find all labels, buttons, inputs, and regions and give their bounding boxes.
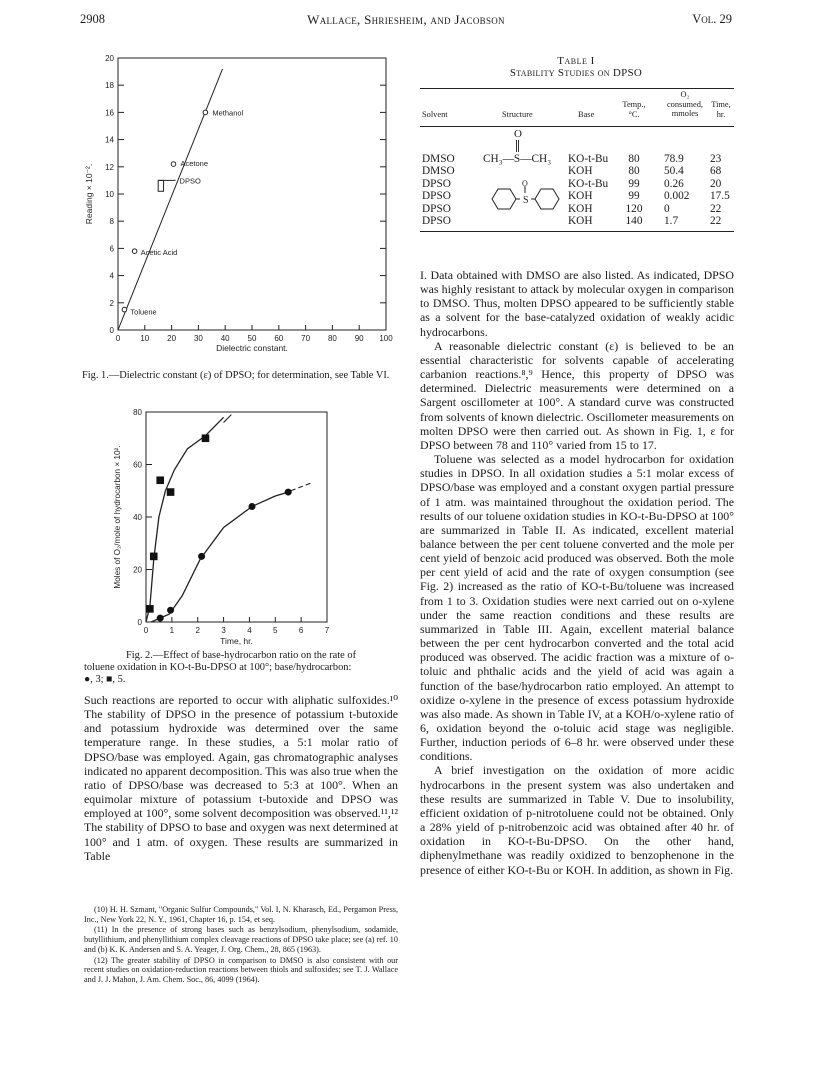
x-tick-label: 0 <box>115 334 121 343</box>
table-1-header: Solvent Structure Base Temp., °C. O₂ consumed, mmoles Time, hr. <box>422 90 731 119</box>
x-tick-label: 1 <box>169 626 175 635</box>
calibration-line <box>118 69 223 330</box>
y-tick-label: 2 <box>109 298 114 308</box>
figure-1 <box>80 50 400 365</box>
x-tick-label: 90 <box>354 334 364 343</box>
table-row <box>420 178 734 190</box>
x-tick-label: 3 <box>221 626 226 635</box>
y-tick-label: 40 <box>133 513 142 522</box>
table-cell-o2: 0.002 <box>664 190 690 203</box>
data-point-ratio-5 <box>167 488 175 496</box>
table-cell-o2: 1.7 <box>664 215 679 227</box>
table-row <box>420 215 734 227</box>
y-axis-label: Moles of O₂/mole of hydrocarbon × 10². <box>113 445 122 589</box>
x-tick-label: 7 <box>324 626 330 635</box>
y-axis-label: Reading × 10⁻². <box>84 163 94 225</box>
y-tick-label: 80 <box>133 408 142 417</box>
table-row <box>420 153 734 165</box>
figure-2 <box>84 400 384 653</box>
table-cell-base: KO-t-Bu <box>568 177 609 190</box>
point-label: Acetic Acid <box>140 248 178 258</box>
table-bottom-rule <box>420 231 734 232</box>
footnote-10: (10) H. H. Szmant, "Organic Sulfur Compounds," Vol. I, N. Kharasch, Ed., Pergamon Press, Inc., New York 22, N. Y., 1961, Chapter 16, p. 154, et seq. <box>84 905 398 924</box>
table-cell-base: KOH <box>568 202 593 215</box>
paragraph: Toluene was selected as a model hydrocarbon for oxidation studies in DPSO. In all oxidation studies a 5:1 molar excess of DPSO/base was employed and a constant oxygen partial pressure of 1 atm. was maintained throughout the oxidation period. The results of our toluene oxidation studies in KO-t-Bu-DPSO at 100° are summarized in Table II. As indicated, excellent material balance between the per cent toluene converted and the mole per cent yield of benzoic acid produced was observed. Both the mole per cent yield of acid and the rate of oxygen consumption (see Fig. 2) increased as the ratio of KO-t-Bu/toluene was increased from 1 to 3. Oxidation studies were next carried out on o-xylene under the same reaction conditions and these results are summarized in Table III. Again, excellent material balance between the per cent hydrocarbon converted and the total acid produced was observed. The acidic fraction was a mixture of o-toluic and phthalic acids and the yield of acid was again a function of the base/hydrocarbon ratio employed. An attempt to oxidize o-xylene in the presence of excess potassium hydroxide was also made. As shown in Table IV, at a KOH/o-xylene ratio of 6, oxidation beyond the o-toluic acid stage was negligible. Further, induction periods of 6–8 hr. were observed under these conditions. <box>420 452 734 764</box>
footnote-11: (11) In the presence of strong bases such as benzylsodium, phenylsodium, sodamide, butyllithium, and phenyllithium complex cleavage reactions of DPSO take place; see (a) ref. 10 and (b) K. K. Andersen and S. A. Yeager, J. Org. Chem., 28, 865 (1963). <box>84 925 398 954</box>
table-cell-o2: 0.26 <box>664 177 684 190</box>
table-cell-time: 22 <box>710 215 722 227</box>
y-tick-label: 10 <box>105 190 114 199</box>
plot-frame <box>146 412 327 622</box>
point-label: Acetone <box>180 159 209 169</box>
x-tick-label: 6 <box>298 626 304 635</box>
series-line-3-extension <box>291 483 312 491</box>
y-tick-label: 4 <box>109 271 114 281</box>
x-tick-label: 60 <box>274 334 284 343</box>
y-tick-label: 14 <box>105 135 114 145</box>
x-tick-label: 80 <box>327 334 337 343</box>
x-tick-label: 100 <box>379 334 393 343</box>
y-tick-label: 20 <box>133 565 142 575</box>
svg-text:O: O <box>522 180 528 188</box>
data-point <box>203 110 208 115</box>
table-1-title: Table I Stability Studies on DPSO <box>509 55 643 79</box>
x-tick-label: 40 <box>220 334 230 343</box>
dpso-label: DPSO <box>179 176 201 186</box>
table-header-rule <box>420 126 734 127</box>
data-point-ratio-3 <box>249 503 256 510</box>
table-cell-solvent: DPSO <box>422 202 451 215</box>
table-cell-solvent: DMSO <box>422 165 455 178</box>
data-point-ratio-5 <box>146 605 154 613</box>
y-tick-label: 60 <box>133 460 142 470</box>
table-cell-temp: 99 <box>628 177 640 190</box>
data-point <box>132 249 137 254</box>
x-tick-label: 10 <box>140 334 150 343</box>
table-cell-o2: 78.9 <box>664 153 684 165</box>
data-point-ratio-5 <box>150 553 158 561</box>
data-point <box>122 307 127 312</box>
table-cell-base: KO-t-Bu <box>568 153 609 165</box>
table-top-rule <box>420 88 734 89</box>
paragraph: A reasonable dielectric constant (ε) is believed to be an essential characteristic for solvents capable of accelerating carbanion reactions.⁸,⁹ Hence, this property of DPSO was determined. Dielectric measurements were determined on a Sargent oscillometer at 100°. A standard curve was constructed from solvents of known dielectric. Oscillometer measurements on molten DPSO were then carried out. As shown in Fig. 1, ε for DPSO between 78 and 110° varied from 15 to 17. <box>420 338 734 452</box>
y-tick-label: 0 <box>109 326 114 335</box>
dpso-range-marker <box>158 180 163 191</box>
x-tick-label: 2 <box>195 626 200 635</box>
y-tick-label: 16 <box>105 108 114 118</box>
y-tick-label: 6 <box>109 244 114 254</box>
y-tick-label: 20 <box>105 54 114 63</box>
table-cell-base: KOH <box>568 215 593 227</box>
table-cell-base: KOH <box>568 190 593 203</box>
paragraph: Such reactions are reported to occur with aliphatic sulfoxides.¹⁰ The stability of DPSO in the presence of potassium t-butoxide and potassium hydroxide was determined over the same temperature range. In these studies, a 5:1 molar ratio of DPSO/base was employed. Again, gas chromatographic analyses indicated no apparent decomposition. This was also true when the ratio of DPSO/base was decreased to 5:3 at 100°. When an equimolar mixture of potassium t-butoxide and DPSO was employed at 100°, some solvent decomposition was observed.¹¹,¹² The stability of DPSO to base and oxygen was next determined at 100° and 1 atm. of oxygen. These results are summarized in Table <box>84 693 398 863</box>
data-point-ratio-3 <box>285 489 292 496</box>
table-cell-o2: 50.4 <box>664 165 684 178</box>
table-cell-temp: 140 <box>625 215 643 227</box>
paragraph: I. Data obtained with DMSO are also listed. As indicated, DPSO was highly resistant to attack by molecular oxygen in comparison to DMSO. Thus, molten DPSO appeared to be sufficiently stable as a solvent for the base-catalyzed oxidation of weakly acidic hydrocarbons. <box>420 268 734 339</box>
table-cell-base: KOH <box>568 165 593 178</box>
table-row <box>420 190 734 202</box>
figure-2-caption: Fig. 2.—Effect of base-hydrocarbon ratio on the rate of toluene oxidation in KO-t-Bu-DPSO at 100°; base/hydrocarbon: ●, 3; ■, 5. <box>84 650 357 685</box>
table-cell-time: 23 <box>710 153 722 165</box>
data-point <box>171 162 176 167</box>
table-cell-temp: 80 <box>628 153 640 165</box>
right-column-text <box>420 268 734 877</box>
y-tick-label: 0 <box>137 618 142 627</box>
x-tick-label: 70 <box>301 334 311 343</box>
x-axis-label: Dielectric constant. <box>216 343 288 353</box>
x-tick-label: 0 <box>143 626 149 635</box>
volume-label: Vol. 29 <box>692 12 732 26</box>
data-point-ratio-5 <box>202 434 210 442</box>
table-cell-solvent: DMSO <box>422 153 455 165</box>
x-tick-label: 5 <box>273 626 278 635</box>
table-cell-solvent: DPSO <box>422 215 451 227</box>
figure-2-chart <box>84 400 384 648</box>
table-cell-temp: 120 <box>625 202 643 215</box>
table-cell-o2: 0 <box>664 202 670 215</box>
left-column-text <box>84 693 398 863</box>
footnote-12: (12) The greater stability of DPSO in comparison to DMSO is also consistent with our recent studies on oxidation-reduction reactions between thiols and sulfoxides; see T. J. Wallace and J. J. Mahon, J. Am. Chem. Soc., 86, 4099 (1964). <box>84 955 398 984</box>
x-tick-label: 4 <box>247 626 252 635</box>
paragraph: A brief investigation on the oxidation of more acidic hydrocarbons in the present system was also undertaken and these results are summarized in Table V. Due to insolubility, efficient oxidation of p-nitrotoluene could not be obtained. Only a 28% yield of p-nitrobenzoic acid was obtained after 40 hr. of oxidation in KO-t-Bu-DPSO. On the other hand, diphenylmethane was readily oxidized to benzophenone in the presence of either KO-t-Bu or KOH. In addition, as shown in Fig. <box>420 763 734 877</box>
series-line-5-extension <box>224 415 232 423</box>
table-row <box>420 203 734 215</box>
table-cell-temp: 99 <box>628 190 640 203</box>
footnotes <box>84 905 398 986</box>
page-number: 2908 <box>80 12 105 26</box>
y-tick-label: 12 <box>105 162 114 172</box>
series-line-3 <box>151 492 288 622</box>
x-tick-label: 50 <box>247 334 257 343</box>
sulfoxide-oxygen: O <box>514 128 522 140</box>
plot-frame <box>118 58 386 330</box>
y-tick-label: 8 <box>109 217 114 227</box>
table-cell-time: 22 <box>710 202 722 215</box>
figure-1-chart <box>80 50 400 360</box>
dmso-structure: CH₃—S—CH₃ <box>483 153 552 165</box>
x-tick-label: 20 <box>167 334 177 343</box>
table-cell-time: 20 <box>710 177 722 190</box>
table-row <box>420 165 734 177</box>
running-title: Wallace, Shriesheim, and Jacobson <box>307 12 505 27</box>
point-label: Toluene <box>130 307 157 317</box>
data-point-ratio-3 <box>157 615 164 622</box>
data-point-ratio-5 <box>156 476 164 484</box>
data-point-ratio-3 <box>198 553 205 560</box>
table-cell-time: 68 <box>710 165 722 178</box>
double-bond <box>516 140 519 152</box>
running-header <box>80 12 732 32</box>
figure-1-caption: Fig. 1.—Dielectric constant (ε) of DPSO; for determination, see Table VI. <box>82 370 390 381</box>
table-cell-temp: 80 <box>628 165 640 178</box>
svg-text:S: S <box>523 195 529 206</box>
table-cell-solvent: DPSO <box>422 177 451 190</box>
table-cell-time: 17.5 <box>710 190 730 203</box>
x-axis-label: Time, hr. <box>220 636 253 646</box>
point-label: Methanol <box>212 108 244 118</box>
y-tick-label: 18 <box>105 81 114 91</box>
x-tick-label: 30 <box>193 334 203 343</box>
data-point-ratio-3 <box>167 607 174 614</box>
table-cell-solvent: DPSO <box>422 190 451 203</box>
